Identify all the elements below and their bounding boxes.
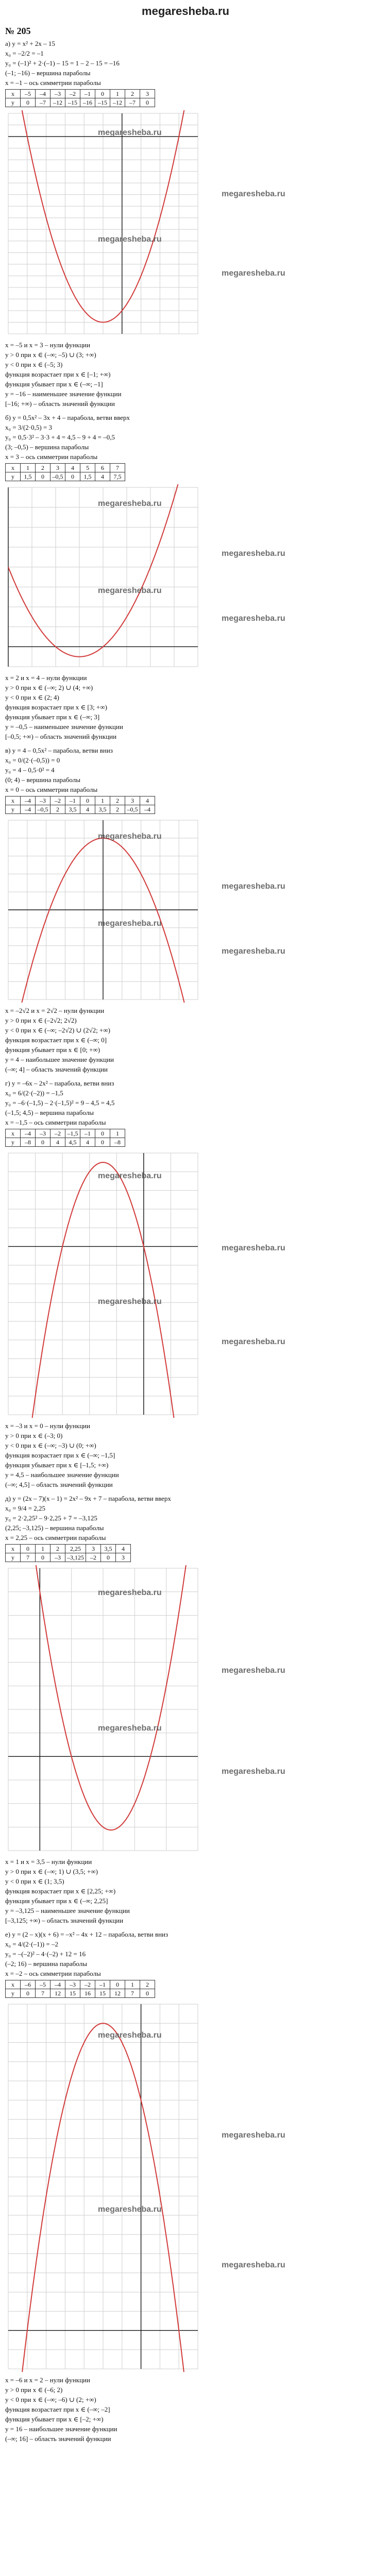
table-cell: 0	[140, 98, 155, 107]
conclusion-line: y < 0 при x ∈ (–∞; –3) ∪ (0; +∞)	[5, 1442, 96, 1449]
value-table	[5, 1544, 131, 1562]
table-cell: –8	[110, 1138, 125, 1147]
formula-line: е) y = (2 – x)(x + 6) = –x² – 4x + 12 – парабола, ветви вниз	[5, 1930, 168, 1938]
formula-line: (2,25; –3,125) – вершина параболы	[5, 1524, 104, 1532]
conclusion-line: x = –3 и x = 0 – нули функции	[5, 1422, 90, 1430]
table-cell: 16	[80, 1989, 95, 1998]
conclusion-line: y = 4,5 – наибольшее значение функции	[5, 1471, 119, 1479]
table-cell: 1	[110, 1129, 125, 1138]
table-cell: –0,5	[50, 472, 65, 481]
conclusion-line: функция убывает при x ∈ (–∞; –1]	[5, 380, 103, 388]
table-cell: 4	[116, 1545, 131, 1553]
table-row	[6, 472, 125, 481]
conclusion-line: x = –2√2 и x = 2√2 – нули функции	[5, 1007, 105, 1014]
table-cell: 0	[95, 90, 110, 98]
formula-line: y₀ = 4 – 0,5·0² = 4	[5, 766, 55, 774]
table-cell: –2	[86, 1553, 101, 1562]
table-cell: 3	[140, 90, 155, 98]
table-cell: –1,5	[65, 1129, 80, 1138]
watermark: megaresheba.ru	[222, 2261, 285, 2269]
table-cell: 0	[95, 1129, 110, 1138]
table-cell: 0	[36, 472, 50, 481]
table-row	[6, 1129, 125, 1138]
formula-line: x = –1 – ось симметрии параболы	[5, 79, 101, 87]
table-cell: y	[6, 98, 21, 107]
table-cell: –6	[21, 1980, 36, 1989]
table-cell: 6	[95, 464, 110, 472]
table-cell: 12	[110, 1989, 125, 1998]
watermark: megaresheba.ru	[222, 1244, 285, 1252]
table-cell: 1	[21, 464, 36, 472]
table-cell: 3	[86, 1545, 101, 1553]
table-cell: 4	[80, 805, 95, 814]
value-table	[5, 1980, 155, 1998]
watermark: megaresheba.ru	[222, 549, 285, 558]
conclusion-line: y < 0 при x ∈ (2; 4)	[5, 693, 59, 701]
table-cell: 2	[110, 796, 125, 805]
value-table	[5, 796, 155, 814]
table-cell: 0	[95, 1138, 110, 1147]
conclusion-line: [–16; +∞) – область значений функции	[5, 400, 115, 408]
table-cell: 15	[95, 1989, 110, 1998]
table-cell: 0	[21, 1989, 36, 1998]
formula-line: а) y = x² + 2x – 15	[5, 40, 55, 47]
table-cell: –4	[21, 1129, 36, 1138]
table-cell: 0	[80, 796, 95, 805]
table-cell: 2	[50, 805, 65, 814]
table-cell: 3,5	[101, 1545, 116, 1553]
table-cell: –7	[125, 98, 140, 107]
table-cell: y	[6, 1989, 21, 1998]
parabola-graph	[5, 1150, 201, 1418]
value-table-wrap	[5, 1544, 366, 1562]
parabola-graph	[5, 1565, 201, 1854]
table-cell: 1	[95, 796, 110, 805]
table-cell: 0	[36, 1138, 50, 1147]
formula-line: y₀ = –(–2)² – 4·(–2) + 12 = 16	[5, 1950, 86, 1958]
table-row	[6, 805, 155, 814]
table-cell: y	[6, 1553, 21, 1562]
table-cell: 7	[21, 1553, 36, 1562]
parabola-curve	[8, 484, 180, 657]
conclusion-line: y = –3,125 – наименьшее значение функции	[5, 1907, 130, 1914]
table-cell: –4	[36, 90, 50, 98]
conclusion-line: y < 0 при x ∈ (–5; 3)	[5, 361, 63, 368]
watermark: megaresheba.ru	[98, 919, 162, 928]
solution-section	[5, 745, 366, 1074]
table-cell: 3	[50, 464, 65, 472]
table-cell: 4	[140, 796, 155, 805]
table-row	[6, 90, 155, 98]
table-cell: 2,25	[65, 1545, 86, 1553]
value-table-wrap	[5, 796, 366, 814]
table-cell: y	[6, 1138, 21, 1147]
solution-section	[5, 413, 366, 741]
table-cell: –2	[50, 796, 65, 805]
table-cell: 4	[65, 464, 80, 472]
table-cell: 7	[36, 1989, 50, 1998]
conclusion-line: (–∞; 4,5] – область значений функции	[5, 1481, 113, 1488]
formula-line: x = –2 – ось симметрии параболы	[5, 1970, 101, 1977]
conclusion-line: функция возрастает при x ∈ (–∞; 0]	[5, 1036, 107, 1044]
conclusion-line: функция возрастает при x ∈ [–1; +∞)	[5, 370, 111, 378]
conclusion-line: y = 4 – наибольшее значение функции	[5, 1056, 114, 1063]
table-cell: 2	[36, 464, 50, 472]
watermark: megaresheba.ru	[98, 586, 162, 595]
conclusion-line: y = –0,5 – наименьшее значение функции	[5, 723, 123, 731]
table-cell: –15	[95, 98, 110, 107]
value-table	[5, 1129, 125, 1147]
table-cell: x	[6, 90, 21, 98]
table-row	[6, 1980, 155, 1989]
formula-line: (0; 4) – вершина параболы	[5, 776, 80, 784]
table-cell: 4	[80, 1138, 95, 1147]
conclusion-line: (–∞; 16] – область значений функции	[5, 2435, 111, 2443]
table-cell: –2	[50, 1129, 65, 1138]
conclusion-line: функция убывает при x ∈ [–2; +∞)	[5, 2415, 104, 2423]
table-cell: 1	[125, 1980, 140, 1989]
table-cell: –7	[36, 98, 50, 107]
watermark: megaresheba.ru	[98, 499, 162, 508]
table-cell: 0	[110, 1980, 125, 1989]
formula-line: y₀ = (–1)² + 2·(–1) – 15 = 1 – 2 – 15 = –16	[5, 59, 120, 67]
formula-line: д) y = (2x – 7)(x – 1) = 2x² – 9x + 7 – парабола, ветви вверх	[5, 1495, 171, 1502]
table-cell: 0	[101, 1553, 116, 1562]
table-cell: 1	[110, 90, 125, 98]
solution-section	[5, 39, 366, 409]
solution-sections	[5, 39, 366, 2444]
conclusion-line: y = –16 – наименьшее значение функции	[5, 390, 122, 398]
table-cell: –4	[21, 796, 36, 805]
parabola-curve	[35, 1565, 187, 1830]
table-row	[6, 796, 155, 805]
table-cell: 2	[110, 805, 125, 814]
table-cell: 1,5	[80, 472, 95, 481]
table-cell: –3	[50, 1553, 65, 1562]
conclusion-line: x = –5 и x = 3 – нули функции	[5, 341, 90, 349]
watermark: megaresheba.ru	[98, 235, 162, 244]
solution-section	[5, 1078, 366, 1489]
table-cell: 2	[140, 1980, 155, 1989]
table-cell: –8	[21, 1138, 36, 1147]
value-table-wrap	[5, 1980, 366, 1998]
table-cell: –12	[50, 98, 65, 107]
table-cell: 0	[36, 1553, 50, 1562]
table-cell: –1	[65, 796, 80, 805]
conclusion-line: функция убывает при x ∈ [–1,5; +∞)	[5, 1461, 109, 1469]
watermark: megaresheba.ru	[98, 2205, 162, 2214]
table-cell: 3,5	[65, 805, 80, 814]
table-cell: –3	[65, 1980, 80, 1989]
conclusion-line: y < 0 при x ∈ (–∞; –2√2) ∪ (2√2; +∞)	[5, 1026, 110, 1034]
conclusion-line: y < 0 при x ∈ (–∞; –6) ∪ (2; +∞)	[5, 2396, 96, 2403]
table-cell: 1,5	[21, 472, 36, 481]
formula-line: y₀ = 0,5·3² – 3·3 + 4 = 4,5 – 9 + 4 = –0,5	[5, 433, 115, 441]
formula-line: y₀ = –6·(–1,5) – 2·(–1,5)² = 9 – 4,5 = 4,5	[5, 1099, 115, 1107]
table-cell: 4	[50, 1138, 65, 1147]
parabola-curve	[32, 1162, 174, 1418]
table-cell: 15	[65, 1989, 80, 1998]
conclusion-line: функция убывает при x ∈ (–∞; 2,25]	[5, 1897, 108, 1905]
table-cell: 4,5	[65, 1138, 80, 1147]
solution-content	[5, 25, 366, 2448]
formula-line: x₀ = 6/(2·(–2)) = –1,5	[5, 1089, 63, 1097]
problem-number: № 205	[5, 26, 31, 36]
conclusion-line: y = 16 – наибольшее значение функции	[5, 2425, 117, 2433]
value-table	[5, 463, 125, 481]
table-cell: 2	[50, 1545, 65, 1553]
parabola-graph	[5, 817, 201, 1003]
conclusion-line: функция возрастает при x ∈ [2,25; +∞)	[5, 1887, 116, 1895]
table-cell: x	[6, 796, 21, 805]
table-row	[6, 464, 125, 472]
watermark: megaresheba.ru	[222, 882, 285, 891]
watermark: megaresheba.ru	[98, 1172, 162, 1180]
table-cell: –3	[50, 90, 65, 98]
formula-line: x₀ = –2/2 = –1	[5, 49, 44, 57]
table-cell: 0	[21, 1545, 36, 1553]
table-cell: 0	[21, 98, 36, 107]
table-cell: 7,5	[110, 472, 125, 481]
table-cell: –0,5	[125, 805, 140, 814]
solution-section	[5, 1494, 366, 1925]
table-cell: x	[6, 1545, 21, 1553]
table-row	[6, 1989, 155, 1998]
watermark: megaresheba.ru	[98, 128, 162, 137]
table-cell: 12	[50, 1989, 65, 1998]
table-cell: –15	[65, 98, 80, 107]
table-cell: y	[6, 805, 21, 814]
value-table	[5, 89, 155, 107]
conclusion-line: x = –6 и x = 2 – нули функции	[5, 2376, 90, 2384]
table-cell: –0,5	[36, 805, 50, 814]
watermark: megaresheba.ru	[222, 947, 285, 956]
parabola-graph	[5, 484, 201, 670]
watermark: megaresheba.ru	[222, 190, 285, 198]
table-cell: x	[6, 464, 21, 472]
formula-line: x₀ = 0/(2·(–0,5)) = 0	[5, 756, 60, 764]
table-cell: –5	[36, 1980, 50, 1989]
table-cell: –3,125	[65, 1553, 86, 1562]
table-cell: –2	[80, 1980, 95, 1989]
table-row	[6, 98, 155, 107]
table-cell: 5	[80, 464, 95, 472]
formula-line: (–1,5; 4,5) – вершина параболы	[5, 1109, 94, 1116]
graph-wrap	[5, 1565, 366, 1854]
watermark: megaresheba.ru	[222, 1666, 285, 1675]
table-cell: 7	[125, 1989, 140, 1998]
formula-line: б) y = 0,5x² – 3x + 4 – парабола, ветви вверх	[5, 414, 130, 421]
conclusion-line: [–0,5; +∞) – область значений функции	[5, 733, 117, 740]
formula-line: г) y = –6x – 2x² – парабола, ветви вниз	[5, 1079, 114, 1087]
table-cell: 0	[65, 472, 80, 481]
table-cell: 1	[36, 1545, 50, 1553]
table-cell: –4	[50, 1980, 65, 1989]
conclusion-line: y > 0 при x ∈ (–2√2; 2√2)	[5, 1016, 77, 1024]
watermark: megaresheba.ru	[222, 1337, 285, 1346]
conclusion-line: x = 2 и x = 4 – нули функции	[5, 674, 87, 682]
conclusion-line: функция убывает при x ∈ (–∞; 3]	[5, 713, 100, 721]
formula-line: (–1; –16) – вершина параболы	[5, 69, 91, 77]
solution-section	[5, 1929, 366, 2444]
parabola-graph	[5, 2001, 201, 2372]
watermark: megaresheba.ru	[98, 832, 162, 841]
conclusion-line: y > 0 при x ∈ (–∞; –5) ∪ (3; +∞)	[5, 351, 96, 359]
conclusion-line: функция возрастает при x ∈ (–∞; –1,5]	[5, 1451, 115, 1459]
table-cell: –5	[21, 90, 36, 98]
formula-line: x = 3 – ось симметрии параболы	[5, 453, 98, 461]
graph-wrap	[5, 817, 366, 1003]
table-cell: –1	[80, 90, 95, 98]
table-cell: 4	[95, 472, 110, 481]
value-table-wrap	[5, 463, 366, 481]
formula-line: x₀ = 4/(2·(–1)) = –2	[5, 1940, 58, 1948]
table-cell: –4	[140, 805, 155, 814]
table-cell: 3	[116, 1553, 131, 1562]
value-table-wrap	[5, 1129, 366, 1147]
table-cell: –1	[80, 1129, 95, 1138]
conclusion-line: [–3,125; +∞) – область значений функции	[5, 1917, 124, 1924]
watermark: megaresheba.ru	[222, 2131, 285, 2140]
conclusion-line: функция возрастает при x ∈ [3; +∞)	[5, 703, 107, 711]
watermark: megaresheba.ru	[222, 614, 285, 623]
conclusion-line: y < 0 при x ∈ (1; 3,5)	[5, 1877, 64, 1885]
conclusion-line: y > 0 при x ∈ (–∞; 1) ∪ (3,5; +∞)	[5, 1868, 98, 1875]
formula-line: y₀ = 2·2,25² – 9·2,25 + 7 = –3,125	[5, 1514, 97, 1522]
formula-line: x₀ = 9/4 = 2,25	[5, 1504, 46, 1512]
value-table-wrap	[5, 89, 366, 107]
conclusion-line: x = 1 и x = 3,5 – нули функции	[5, 1858, 92, 1866]
graph-wrap	[5, 110, 366, 337]
table-cell: y	[6, 472, 21, 481]
table-cell: –2	[65, 90, 80, 98]
formula-line: (3; –0,5) – вершина параболы	[5, 443, 89, 451]
table-row	[6, 1553, 131, 1562]
formula-line: x = 2,25 – ось симметрии параболы	[5, 1534, 106, 1541]
parabola-graph	[5, 110, 201, 337]
watermark: megaresheba.ru	[98, 1297, 162, 1306]
site-header[interactable]: megaresheba.ru	[142, 5, 229, 18]
table-cell: x	[6, 1129, 21, 1138]
table-cell: 2	[125, 90, 140, 98]
table-cell: –3	[36, 796, 50, 805]
formula-line: x₀ = 3/(2·0,5) = 3	[5, 423, 53, 431]
table-cell: 7	[110, 464, 125, 472]
watermark: megaresheba.ru	[98, 1724, 162, 1733]
watermark: megaresheba.ru	[98, 2031, 162, 2040]
table-cell: 3	[125, 796, 140, 805]
formula-line: x = –1,5 – ось симметрии параболы	[5, 1118, 106, 1126]
watermark: megaresheba.ru	[98, 1588, 162, 1597]
table-cell: 0	[140, 1989, 155, 1998]
conclusion-line: функция возрастает при x ∈ (–∞; –2]	[5, 2405, 110, 2413]
conclusion-line: y > 0 при x ∈ (–3; 0)	[5, 1432, 63, 1439]
table-cell: 3,5	[95, 805, 110, 814]
table-cell: –1	[95, 1980, 110, 1989]
table-cell: –4	[21, 805, 36, 814]
graph-wrap	[5, 484, 366, 670]
watermark: megaresheba.ru	[222, 269, 285, 278]
conclusion-line: y > 0 при x ∈ (–6; 2)	[5, 2386, 63, 2394]
table-cell: –12	[110, 98, 125, 107]
conclusion-line: функция убывает при x ∈ [0; +∞)	[5, 1046, 100, 1054]
watermark: megaresheba.ru	[222, 1767, 285, 1776]
formula-line: в) y = 4 – 0,5x² – парабола, ветви вниз	[5, 747, 113, 754]
table-cell: x	[6, 1980, 21, 1989]
table-row	[6, 1138, 125, 1147]
table-cell: –16	[80, 98, 95, 107]
graph-wrap	[5, 1150, 366, 1418]
conclusion-line: y > 0 при x ∈ (–∞; 2) ∪ (4; +∞)	[5, 684, 93, 691]
formula-line: (–2; 16) – вершина параболы	[5, 1960, 87, 1968]
table-row	[6, 1545, 131, 1553]
conclusion-line: (–∞; 4] – область значений функции	[5, 1065, 108, 1073]
formula-line: x = 0 – ось симметрии параболы	[5, 786, 98, 793]
table-cell: –3	[36, 1129, 50, 1138]
graph-wrap	[5, 2001, 366, 2372]
